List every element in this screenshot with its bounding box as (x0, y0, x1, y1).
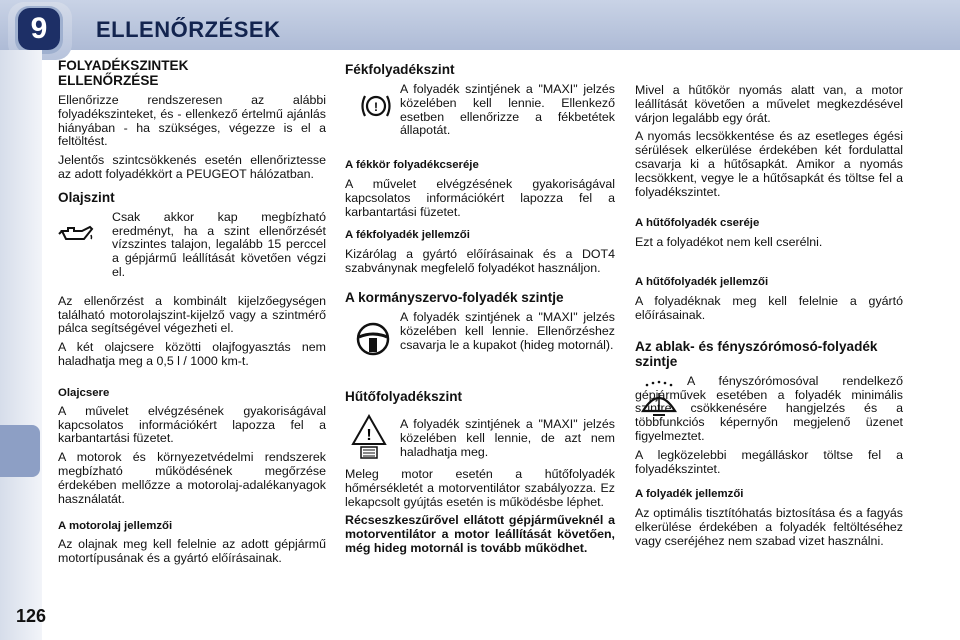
section-heading-washer: Az ablak- és fényszórómosó-folyadék szintje (635, 338, 878, 369)
washer-spec-text: Az optimális tisztítóhatás biztosítása és a fagyás elkerülése érdekében a folyadék feltöltéséhez vagy cseréjéhez nem szabad vizet használni. (635, 506, 903, 548)
washer-text: A fényszórómosóval rendelkező gépjárművek esetében a folyadék minimális szintre csökkenésére hangjelzés és a többfunkciós képernyőn megjelenő üzenet figyelmeztet. (635, 373, 903, 443)
washer-icon (639, 379, 679, 423)
coolant-change-text: Ezt a folyadékot nem kell cserélni. (635, 235, 823, 250)
coolant-warning-icon (351, 414, 387, 464)
brake-warning-icon (359, 91, 393, 125)
section-heading-oil-level: Olajszint (58, 189, 115, 205)
oil-change-text: A motorok és környezetvédelmi rendszerek megbízható működésének megőrzése érdekében mellőzze a motorolaj-adalékanyagok használatát. (58, 450, 326, 506)
brake-change-text: A művelet elvégzésének gyakoriságával kapcsolatos információkért lapozza fel a karbantartási füzetet. (345, 177, 615, 219)
brake-spec-text: Kizárólag a gyártó előírásainak és a DOT4 szabványnak megfelelő folyadékot használjon. (345, 247, 615, 276)
oil-level-text: Csak akkor kap megbízható eredményt, ha a szint ellenőrzését vízszintes talajon, legalább 15 perccel a gépjármű leállítását követően végzi el. (112, 209, 326, 279)
oil-change-text: A művelet elvégzésének gyakoriságával kapcsolatos információkért lapozza fel a karbantartási füzetet. (58, 403, 326, 446)
coolant-text: Mivel a hűtőkör nyomás alatt van, a motor leállítását követően a művelet megkezdésével várjon legalább egy órát. (635, 83, 903, 125)
chapter-number: 9 (18, 8, 60, 50)
section-heading-coolant: Hűtőfolyadékszint (345, 388, 463, 404)
intro-paragraph: Ellenőrizze rendszeresen az alábbi folyadékszinteket, és - ellenkező értelmű ajánlás hiányában - ha szükséges, végezze is el a feltöltést. (58, 93, 326, 149)
subheading-brake-spec: A fékfolyadék jellemzői (345, 229, 470, 242)
oil-spec-text: Az olajnak meg kell felelnie az adott gépjármű motortípusának és a gyártó előírásainak. (58, 537, 326, 566)
subheading-coolant-change: A hűtőfolyadék cseréje (635, 217, 760, 230)
section-heading-power-steering: A kormányszervo-folyadék szintje (345, 289, 564, 305)
page-number: 126 (16, 606, 47, 626)
side-chapter-marker (0, 425, 40, 477)
steering-wheel-icon (355, 321, 391, 361)
column-3 (635, 58, 903, 554)
oil-can-icon (58, 223, 94, 251)
svg-text:!: ! (366, 426, 372, 444)
coolant-text: A nyomás lecsökkentése és az esetleges égési sérülések elkerülése érdekében két fordulattal csavarja ki a hűtősapkát. Amikor a nyomás lecsökkent, vegye le a hűtősapkát és töltse fel a folyadékszintet. (635, 129, 903, 199)
brake-fluid-text: A folyadék szintjének a "MAXI" jelzés közelében kell lennie. Ellenkező esetben ellenőrizze a fékbetétek állapotát. (400, 82, 615, 138)
oil-level-text: Az ellenőrzést a kombinált kijelzőegységen található motorolajszint-kijelző vagy a szintmérő pálca segítségével végezheti el. (58, 293, 326, 336)
column-1 (58, 58, 326, 571)
coolant-text: A folyadék szintjének a "MAXI" jelzés közelében kell lennie, de azt nem haladhatja meg. (400, 416, 615, 459)
power-steering-text: A folyadék szintjének a "MAXI" jelzés közelében kell lennie. Ellenőrzéshez csavarja le a kupakot (hideg motornál). (400, 309, 615, 352)
subheading-coolant-spec: A hűtőfolyadék jellemzői (635, 276, 769, 289)
svg-text:!: ! (374, 100, 378, 114)
washer-text: A legközelebbi megálláskor töltse fel a folyadékszintet. (635, 447, 903, 476)
coolant-spec-text: A folyadéknak meg kell felelnie a gyártó előírásainak. (635, 294, 903, 322)
subheading-washer-spec: A folyadék jellemzői (635, 488, 744, 501)
subheading-oil-change: Olajcsere (58, 386, 110, 399)
side-band (0, 50, 42, 640)
coolant-warning-text: Récseszkeszűrővel ellátott gépjárműveknél a motorventilátor a motor leállítását követően, még hideg motornál is tovább működhet. (345, 513, 615, 555)
page-title: ELLENŐRZÉSEK (96, 17, 281, 42)
subheading-brake-change: A fékkör folyadékcseréje (345, 159, 479, 171)
column-2 (345, 58, 615, 561)
oil-level-text: A két olajcsere közötti olajfogyasztás nem haladhatja meg a 0,5 l / 1000 km-t. (58, 340, 326, 368)
subheading-oil-spec: A motorolaj jellemzői (58, 520, 173, 533)
intro-paragraph: Jelentős szintcsökkenés esetén ellenőriztesse az adott folyadékkört a PEUGEOT hálózatban. (58, 153, 326, 181)
section-heading-fluid-levels: FOLYADÉKSZINTEK ELLENŐRZÉSE (58, 58, 189, 88)
section-heading-brake-fluid: Fékfolyadékszint (345, 62, 455, 77)
coolant-text: Meleg motor esetén a hűtőfolyadék hőmérsékletét a motorventilátor szabályozza. Ez lekapcsolt gyújtás esetén is működésbe léphet. (345, 466, 615, 509)
